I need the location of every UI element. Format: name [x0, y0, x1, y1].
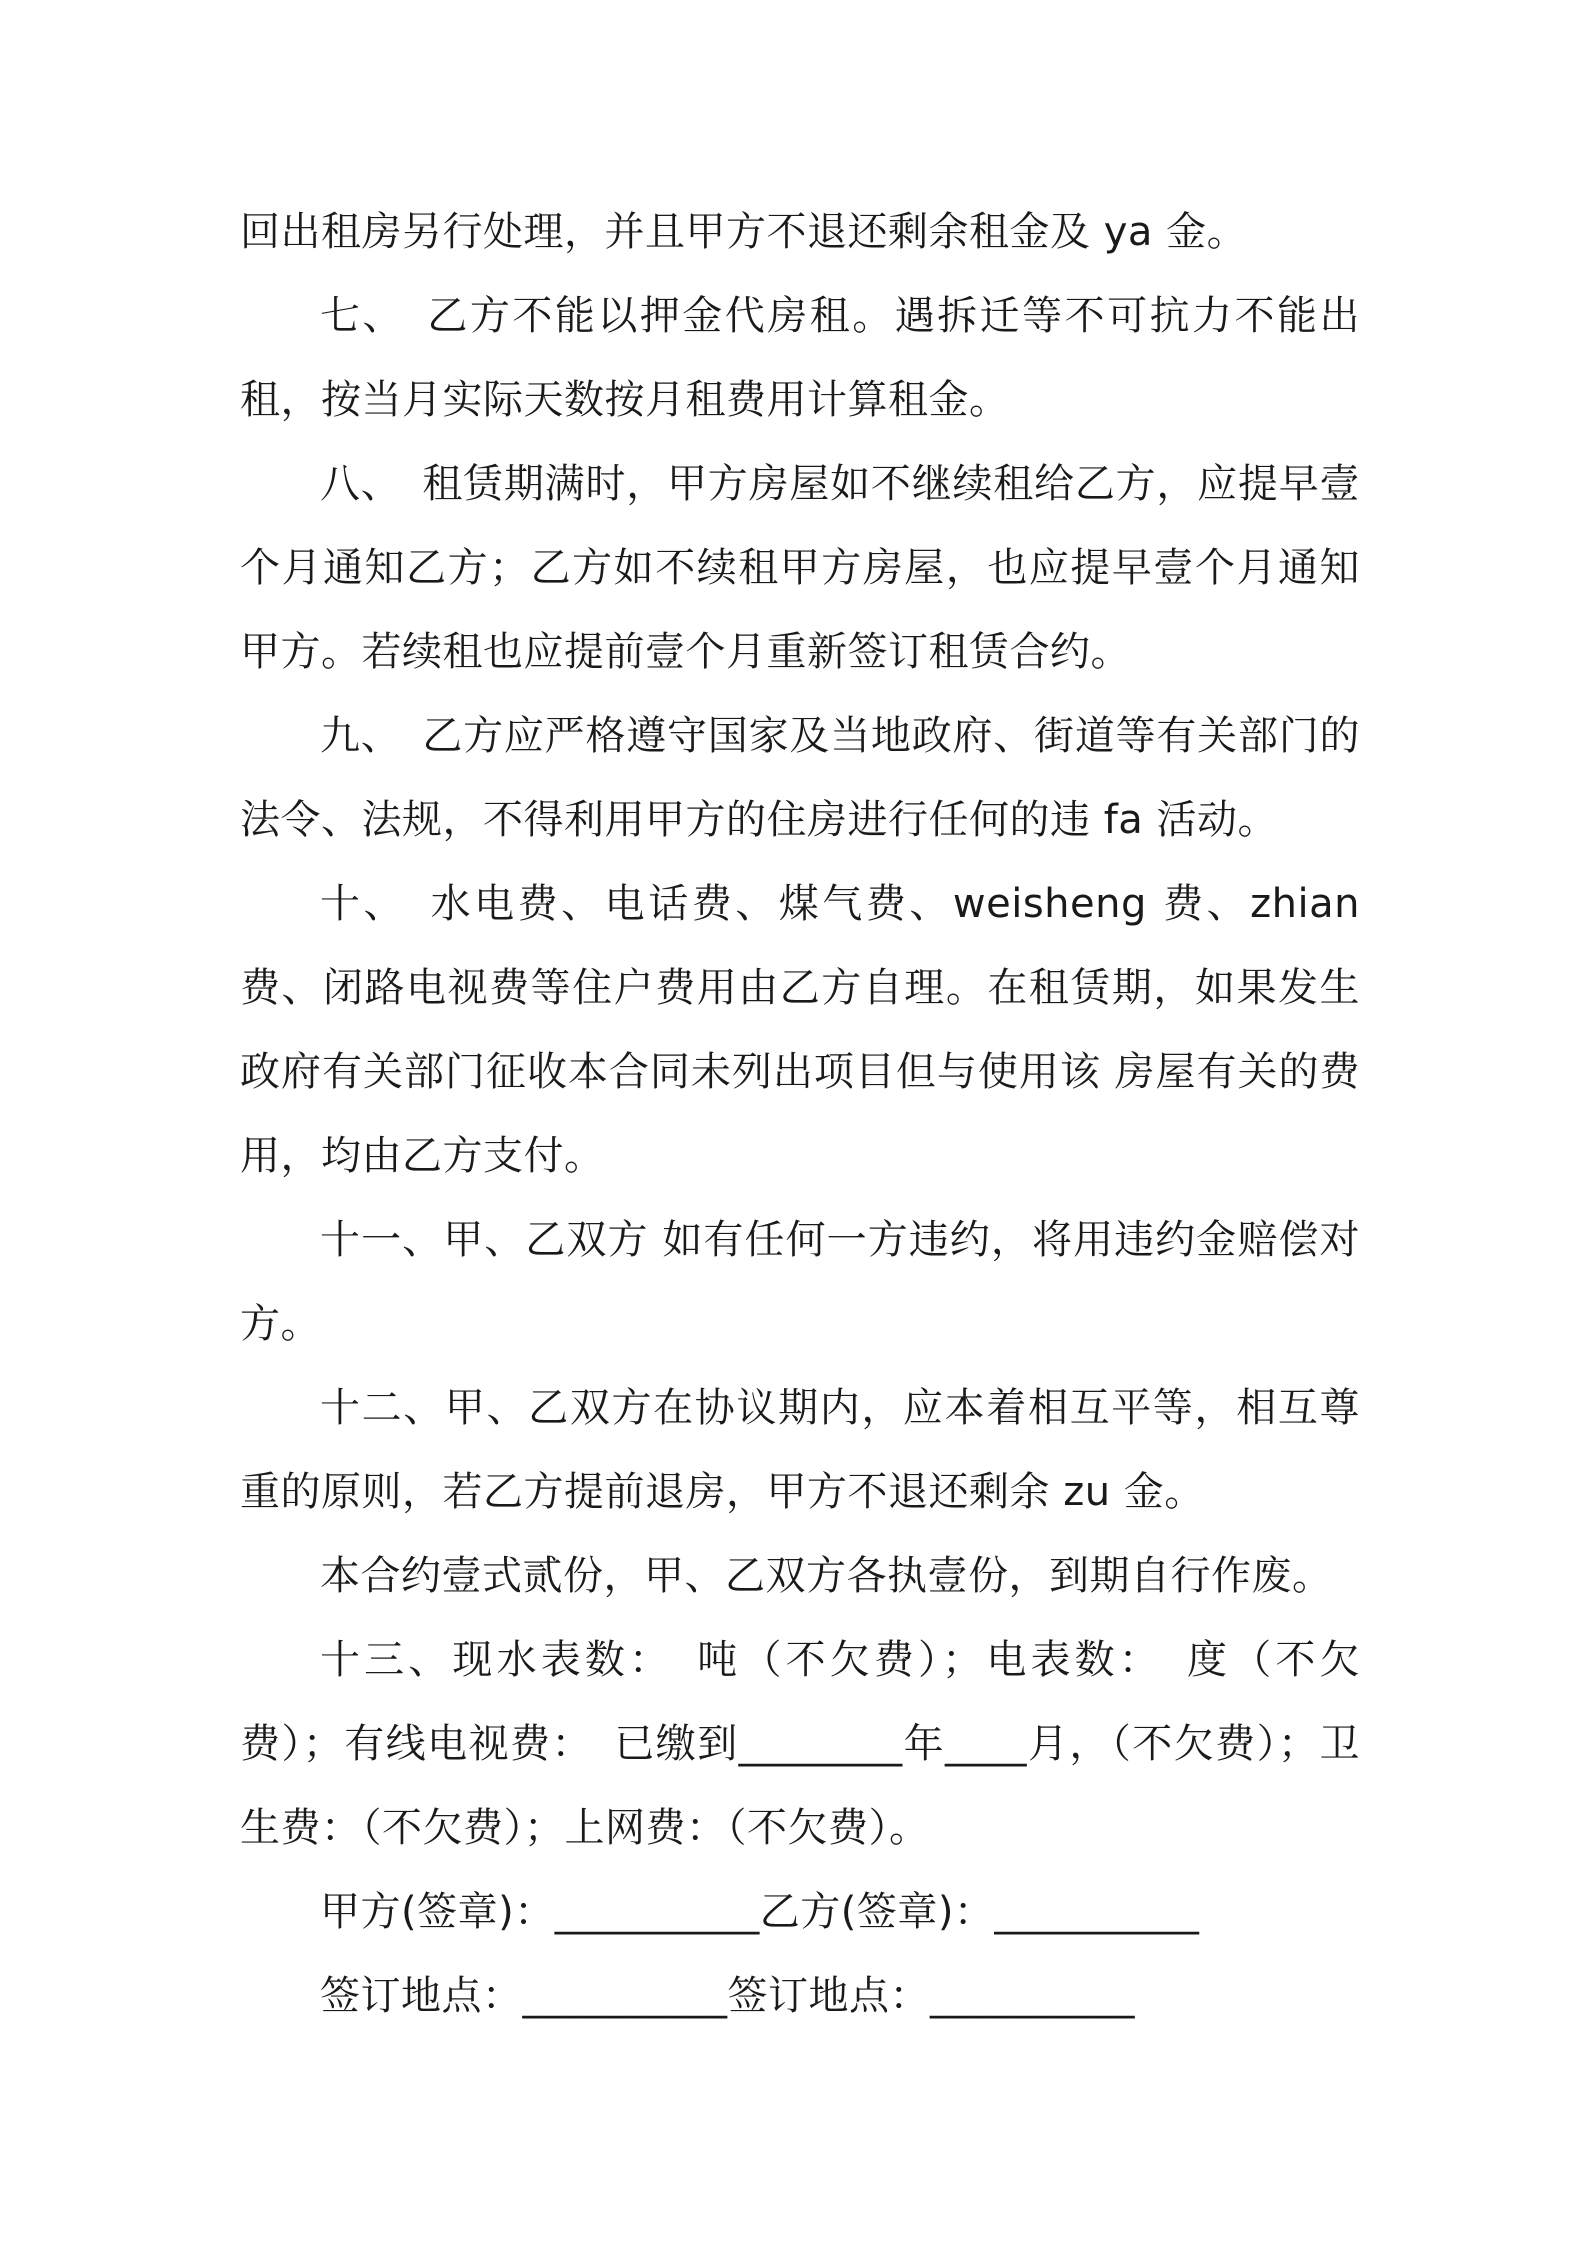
clause-9: 九、 乙方应严格遵守国家及当地政府、街道等有关部门的法令、法规，不得利用甲方的住房进行任何的违 fa 活动。 — [240, 713, 1360, 843]
clause-13: 十三、现水表数： 吨（不欠费）；电表数： 度（不欠费）；有线电视费： 已缴到________年____月，（不欠费）；卫生费：（不欠费）；上网费：（不欠费）。 — [240, 1637, 1360, 1851]
party-b-place-field: 签订地点：__________ — [727, 1973, 1135, 2019]
signing-place-row — [240, 1954, 1360, 2038]
clause-11: 十一、甲、乙双方 如有任何一方违约，将用违约金赔偿对方。 — [240, 1217, 1360, 1347]
clause-8: 八、 租赁期满时，甲方房屋如不继续租给乙方，应提早壹个月通知乙方；乙方如不续租甲方房屋，也应提早壹个月通知甲方。若续租也应提前壹个月重新签订租赁合约。 — [240, 461, 1360, 675]
clause-7: 七、 乙方不能以押金代房租。遇拆迁等不可抗力不能出租，按当月实际天数按月租费用计算租金。 — [240, 293, 1360, 423]
paragraph-continuation: 回出租房另行处理，并且甲方不退还剩余租金及 ya 金。 — [240, 209, 1248, 255]
clause-10: 十、 水电费、电话费、煤气费、weisheng 费、zhian 费、闭路电视费等住户费用由乙方自理。在租赁期，如果发生政府有关部门征收本合同未列出项目但与使用该 房屋有关的费用，均由乙方支付。 — [240, 881, 1360, 1179]
party-a-place-field: 签订地点：__________ — [320, 1973, 728, 2019]
clause-12: 十二、甲、乙双方在协议期内，应本着相互平等，相互尊重的原则，若乙方提前退房，甲方不退还剩余 zu 金。 — [240, 1385, 1360, 1515]
signature-row — [240, 1870, 1360, 1954]
document-body — [240, 190, 1360, 2038]
copies-statement: 本合约壹式贰份，甲、乙双方各执壹份，到期自行作废。 — [320, 1553, 1333, 1599]
party-a-signature-field: 甲方(签章)：__________ — [320, 1889, 760, 1935]
party-b-signature-field: 乙方(签章)：__________ — [759, 1889, 1200, 1935]
